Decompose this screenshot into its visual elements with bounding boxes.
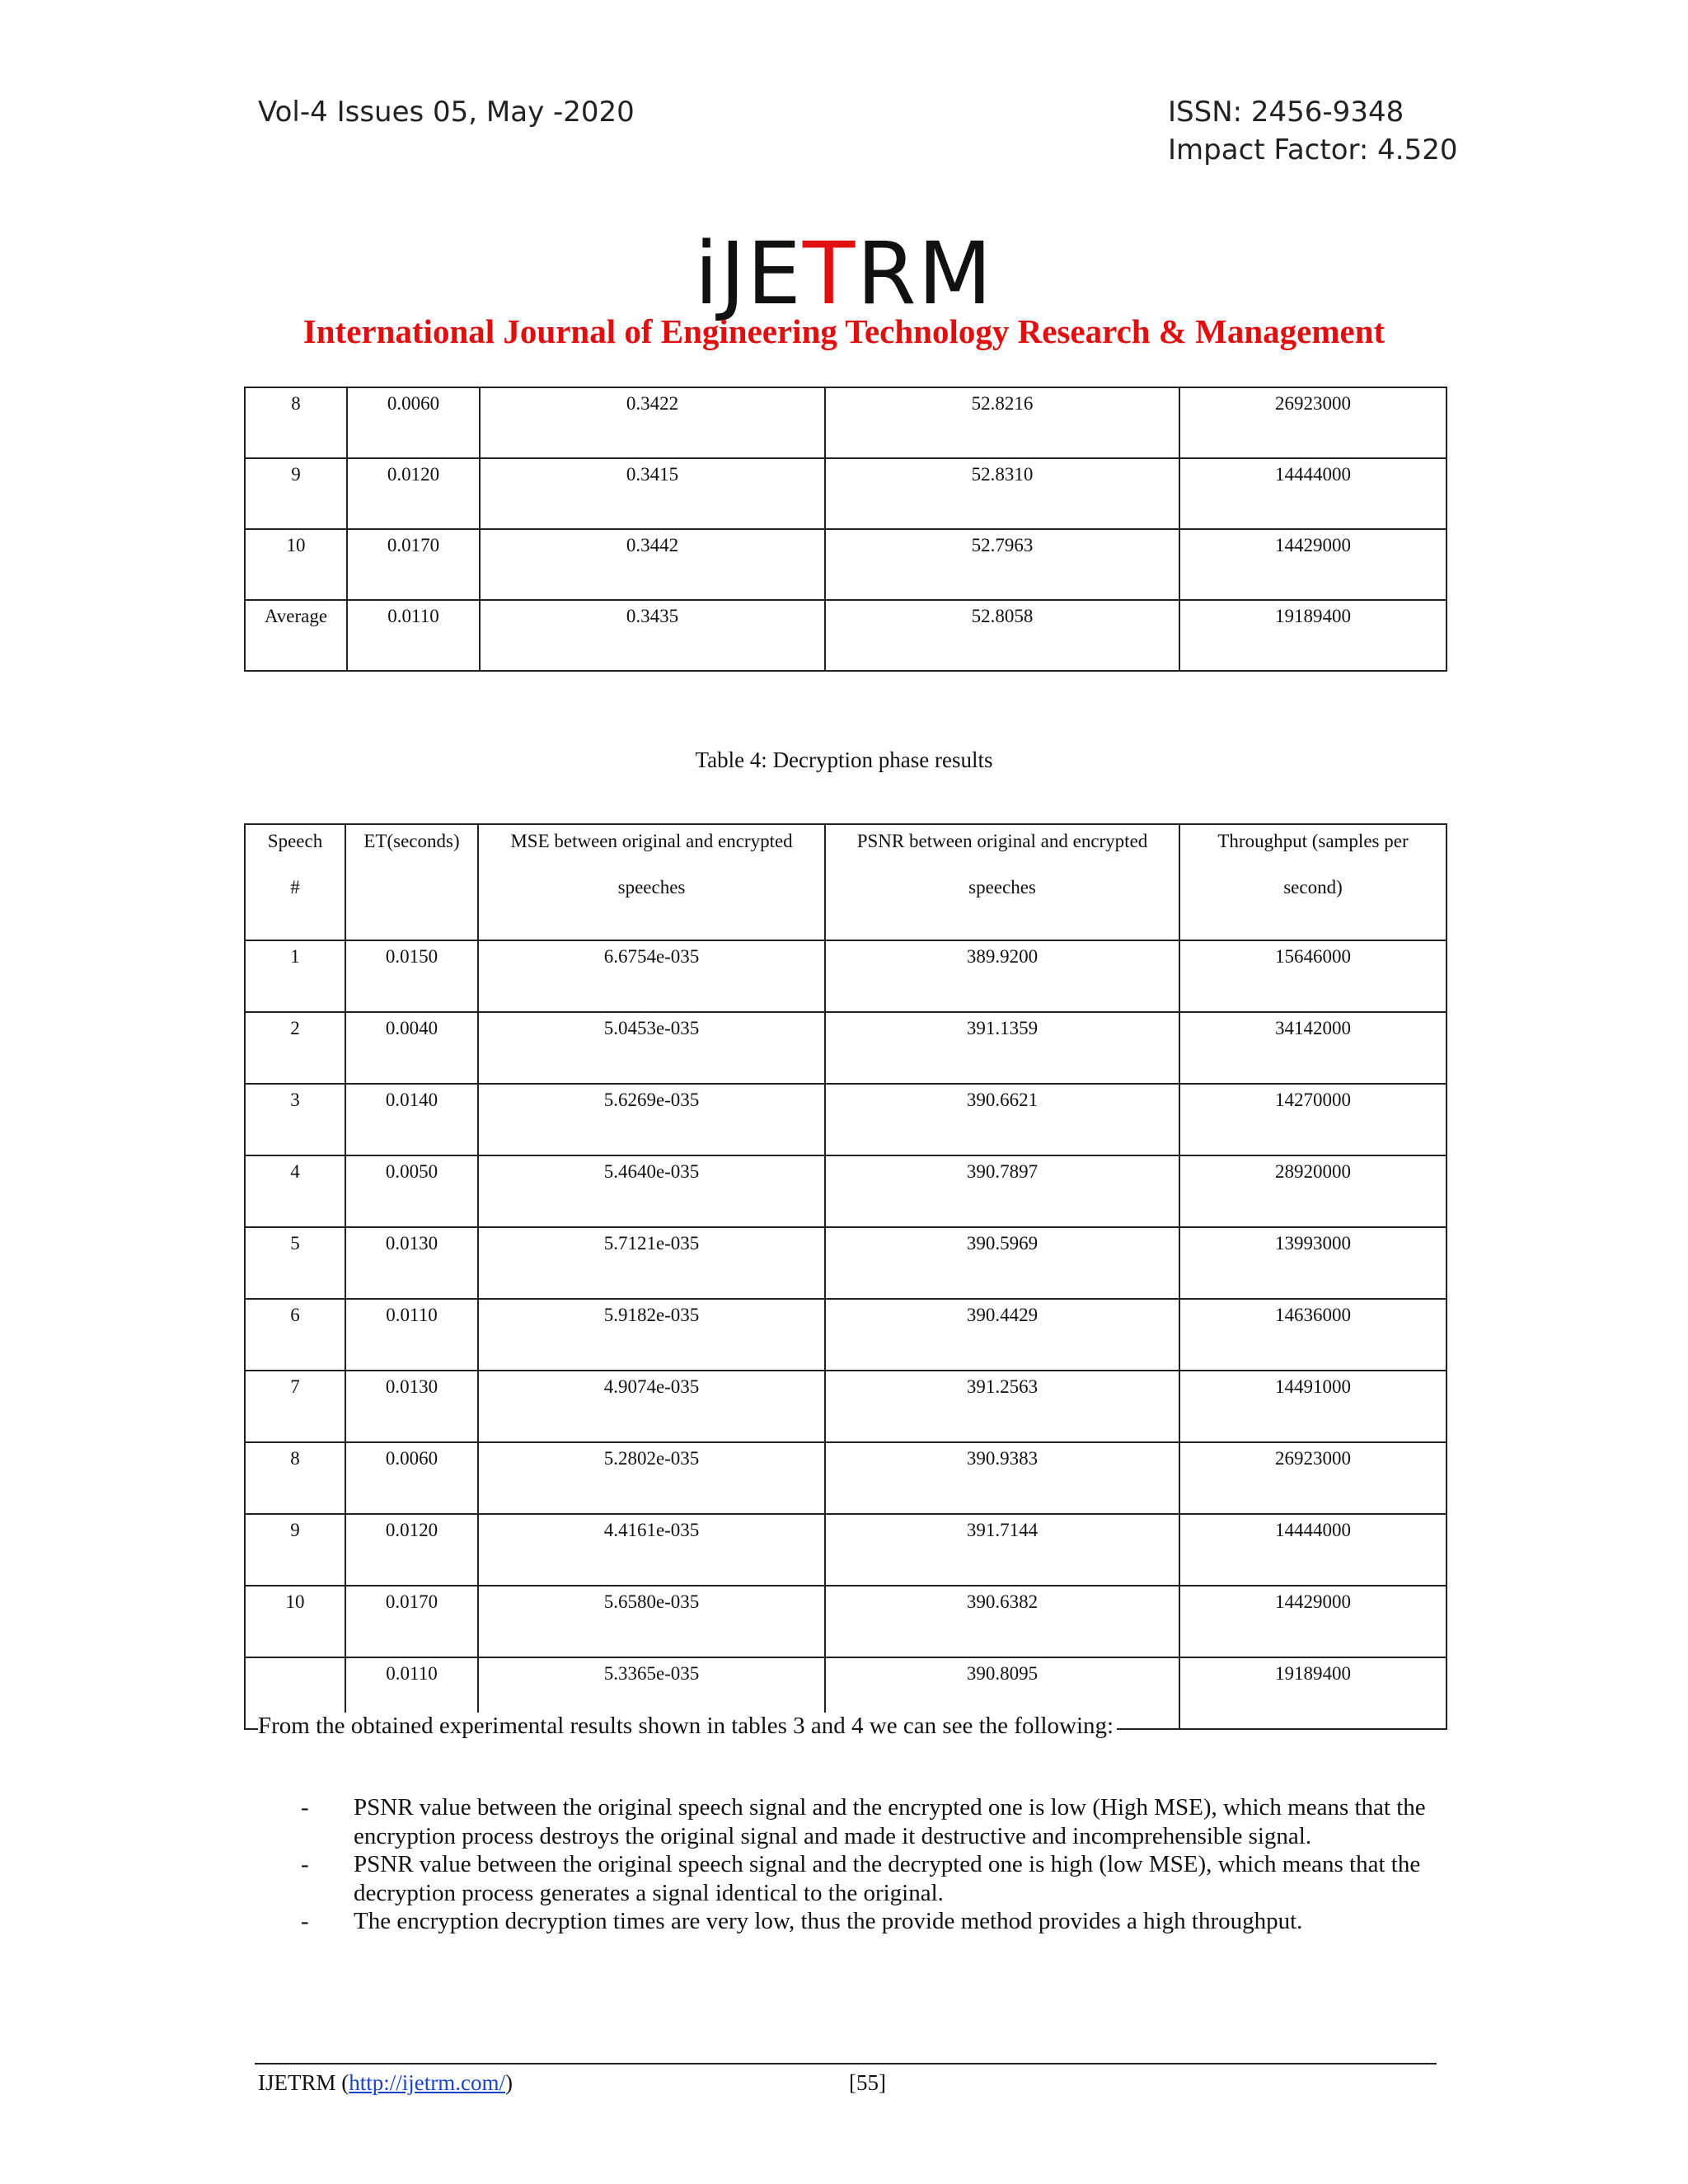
table-row bbox=[245, 529, 1447, 600]
table-row bbox=[245, 1155, 1447, 1227]
column-header bbox=[1179, 824, 1447, 940]
table-cell: 391.7144 bbox=[825, 1514, 1179, 1586]
table-cell: 8 bbox=[245, 1442, 345, 1514]
table-4-body bbox=[245, 940, 1447, 1729]
table-cell: 390.6382 bbox=[825, 1586, 1179, 1657]
footer-credit bbox=[258, 2070, 513, 2096]
table-cell: 4 bbox=[245, 1155, 345, 1227]
table-cell: 1 bbox=[245, 940, 345, 1012]
table-cell: 0.0060 bbox=[347, 387, 480, 458]
table-row bbox=[245, 1514, 1447, 1586]
table-row bbox=[245, 1442, 1447, 1514]
table-cell: 19189400 bbox=[1179, 1657, 1447, 1729]
header-text: # bbox=[290, 877, 300, 898]
table-row bbox=[245, 1227, 1447, 1299]
table-cell: Average bbox=[245, 600, 347, 671]
table-cell: 52.8216 bbox=[825, 387, 1179, 458]
table-cell: 26923000 bbox=[1179, 387, 1447, 458]
table-row bbox=[245, 940, 1447, 1012]
table-row bbox=[245, 458, 1447, 529]
table-4-caption: Table 4: Decryption phase results bbox=[695, 748, 993, 772]
header-text: Throughput (samples per bbox=[1217, 831, 1409, 851]
column-header bbox=[345, 824, 478, 940]
logo-part-3: RM bbox=[856, 223, 994, 324]
column-header bbox=[478, 824, 825, 940]
table-cell: 0.0150 bbox=[345, 940, 478, 1012]
table-cell: 9 bbox=[245, 458, 347, 529]
list-item-text: The encryption decryption times are very low, thus the provide method provides a high throughput. bbox=[354, 1908, 1303, 1934]
table-row bbox=[245, 1012, 1447, 1084]
table-cell: 14491000 bbox=[1179, 1371, 1447, 1442]
table-cell: 6 bbox=[245, 1299, 345, 1371]
table-cell: 390.7897 bbox=[825, 1155, 1179, 1227]
list-item bbox=[301, 1907, 1430, 1936]
table-cell: 10 bbox=[245, 529, 347, 600]
findings-list bbox=[301, 1793, 1430, 1936]
table-3-body bbox=[245, 387, 1447, 671]
logo-part-1: iJE bbox=[694, 223, 803, 324]
table-cell: 5 bbox=[245, 1227, 345, 1299]
bullet-marker: - bbox=[301, 1851, 309, 1877]
header-text: second) bbox=[1283, 877, 1343, 898]
table-row bbox=[245, 1299, 1447, 1371]
column-header bbox=[825, 824, 1179, 940]
journal-title: International Journal of Engineering Technology Research & Management bbox=[302, 312, 1386, 350]
header-text: Speech bbox=[267, 831, 323, 851]
bullet-marker: - bbox=[301, 1794, 309, 1821]
bullet-marker: - bbox=[301, 1908, 309, 1934]
footer-divider bbox=[255, 2063, 1437, 2064]
table-cell: 5.4640e-035 bbox=[478, 1155, 825, 1227]
table-row bbox=[245, 1084, 1447, 1155]
header-text: speeches bbox=[617, 877, 686, 898]
table-cell: 0.0170 bbox=[347, 529, 480, 600]
table-cell: 3 bbox=[245, 1084, 345, 1155]
table-cell: 5.2802e-035 bbox=[478, 1442, 825, 1514]
table-cell: 391.1359 bbox=[825, 1012, 1179, 1084]
table-cell: 0.3415 bbox=[480, 458, 825, 529]
table-cell: 10 bbox=[245, 1586, 345, 1657]
results-intro: From the obtained experimental results shown in tables 3 and 4 we can see the following: bbox=[258, 1713, 1117, 1740]
page-number: [55] bbox=[849, 2070, 886, 2095]
table-cell: 0.0110 bbox=[345, 1657, 478, 1729]
table-cell: 8 bbox=[245, 387, 347, 458]
table-row bbox=[245, 1586, 1447, 1657]
table-cell: 15646000 bbox=[1179, 940, 1447, 1012]
table-cell: 5.0453e-035 bbox=[478, 1012, 825, 1084]
issn: ISSN: 2456-9348 bbox=[1168, 96, 1404, 129]
table-cell: 0.0170 bbox=[345, 1586, 478, 1657]
table-cell: 6.6754e-035 bbox=[478, 940, 825, 1012]
header-text: MSE between original and encrypted bbox=[510, 831, 793, 851]
header-text: speeches bbox=[968, 877, 1036, 898]
footer-suffix: ) bbox=[504, 2070, 513, 2095]
table-row bbox=[245, 387, 1447, 458]
list-item-text: PSNR value between the original speech signal and the decrypted one is high (low MSE), which means that the decryption process generates a signal identical to the original. bbox=[354, 1851, 1421, 1906]
volume-info: Vol-4 Issues 05, May -2020 bbox=[258, 96, 635, 129]
table-cell: 390.5969 bbox=[825, 1227, 1179, 1299]
table-cell: 0.3422 bbox=[480, 387, 825, 458]
table-cell: 7 bbox=[245, 1371, 345, 1442]
table-cell: 5.3365e-035 bbox=[478, 1657, 825, 1729]
table-cell: 5.6269e-035 bbox=[478, 1084, 825, 1155]
table-cell: 390.9383 bbox=[825, 1442, 1179, 1514]
table-cell: 28920000 bbox=[1179, 1155, 1447, 1227]
table-cell: 14444000 bbox=[1179, 458, 1447, 529]
table-cell: 52.8058 bbox=[825, 600, 1179, 671]
table-cell: 390.6621 bbox=[825, 1084, 1179, 1155]
table-cell: 34142000 bbox=[1179, 1012, 1447, 1084]
table-cell: 4.9074e-035 bbox=[478, 1371, 825, 1442]
table-cell: 0.0120 bbox=[347, 458, 480, 529]
table-cell: 0.3442 bbox=[480, 529, 825, 600]
table-4-decryption bbox=[244, 823, 1447, 1730]
table-cell: 0.0130 bbox=[345, 1227, 478, 1299]
table-cell: 52.7963 bbox=[825, 529, 1179, 600]
header-text: PSNR between original and encrypted bbox=[856, 831, 1148, 851]
logo-part-2: T bbox=[802, 223, 857, 324]
table-cell: 0.0130 bbox=[345, 1371, 478, 1442]
table-cell: 0.0140 bbox=[345, 1084, 478, 1155]
table-cell: 0.0120 bbox=[345, 1514, 478, 1586]
impact-factor: Impact Factor: 4.520 bbox=[1168, 134, 1458, 166]
table-cell: 2 bbox=[245, 1012, 345, 1084]
table-cell: 0.0060 bbox=[345, 1442, 478, 1514]
table-cell: 14636000 bbox=[1179, 1299, 1447, 1371]
table-3-continuation bbox=[244, 387, 1447, 672]
table-cell: 4.4161e-035 bbox=[478, 1514, 825, 1586]
table-cell: 0.3435 bbox=[480, 600, 825, 671]
table-cell: 19189400 bbox=[1179, 600, 1447, 671]
table-row bbox=[245, 1371, 1447, 1442]
table-cell: 390.4429 bbox=[825, 1299, 1179, 1371]
table-4-head bbox=[245, 824, 1447, 940]
footer-prefix: IJETRM ( bbox=[258, 2070, 349, 2095]
table-cell: 13993000 bbox=[1179, 1227, 1447, 1299]
table-cell: 14429000 bbox=[1179, 1586, 1447, 1657]
table-cell: 5.9182e-035 bbox=[478, 1299, 825, 1371]
table-cell: 14270000 bbox=[1179, 1084, 1447, 1155]
journal-link[interactable]: http://ijetrm.com/ bbox=[349, 2070, 505, 2095]
column-header bbox=[245, 824, 345, 940]
table-cell: 14444000 bbox=[1179, 1514, 1447, 1586]
table-cell: 52.8310 bbox=[825, 458, 1179, 529]
table-cell: 390.8095 bbox=[825, 1657, 1179, 1729]
table-cell: 14429000 bbox=[1179, 529, 1447, 600]
table-cell: 391.2563 bbox=[825, 1371, 1179, 1442]
table-header-row bbox=[245, 824, 1447, 940]
table-cell: 0.0110 bbox=[345, 1299, 478, 1371]
journal-logo bbox=[0, 223, 1688, 324]
list-item bbox=[301, 1793, 1430, 1850]
table-cell: 5.7121e-035 bbox=[478, 1227, 825, 1299]
list-item-text: PSNR value between the original speech signal and the encrypted one is low (High MSE), which means that the encryption process destroys the original signal and made it destructive and incomprehensible signal. bbox=[354, 1794, 1426, 1849]
table-cell: 9 bbox=[245, 1514, 345, 1586]
table-row bbox=[245, 600, 1447, 671]
table-cell: 0.0050 bbox=[345, 1155, 478, 1227]
table-cell: 0.0110 bbox=[347, 600, 480, 671]
table-cell: 389.9200 bbox=[825, 940, 1179, 1012]
table-cell: 0.0040 bbox=[345, 1012, 478, 1084]
header-text: ET(seconds) bbox=[363, 831, 460, 851]
table-cell: 5.6580e-035 bbox=[478, 1586, 825, 1657]
table-cell: 26923000 bbox=[1179, 1442, 1447, 1514]
list-item bbox=[301, 1850, 1430, 1907]
